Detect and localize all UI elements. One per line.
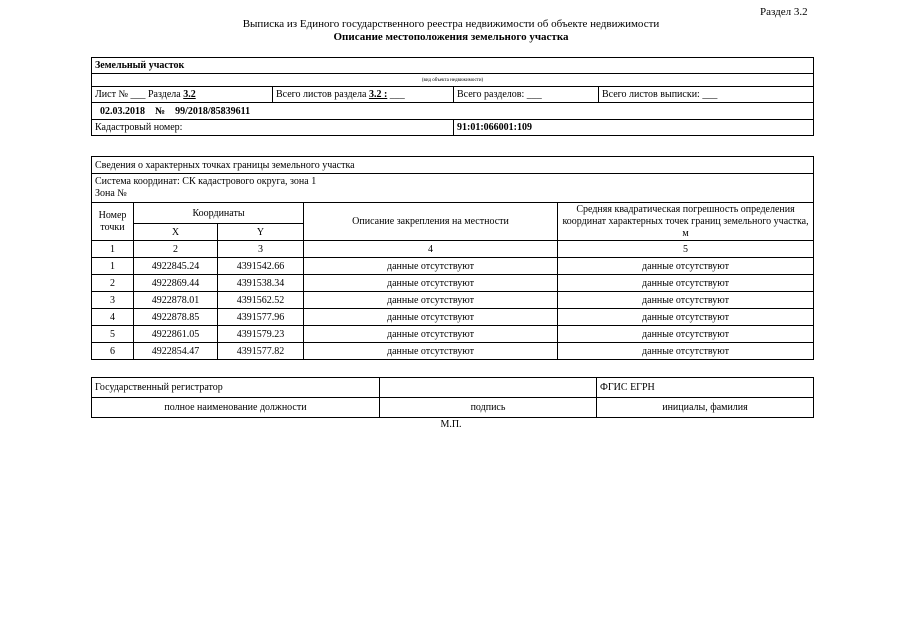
section-label: Раздел 3.2 bbox=[760, 6, 808, 18]
number-label: № bbox=[155, 105, 166, 117]
signature-table bbox=[91, 377, 814, 418]
col-point-number: Номер точки bbox=[92, 203, 134, 241]
coordinate-system-cell bbox=[92, 174, 814, 203]
zone-label: Зона № bbox=[95, 188, 127, 199]
col-coordinates: Координаты bbox=[134, 203, 304, 224]
point-x: 4922869.44 bbox=[134, 275, 218, 292]
total-sheets-cell bbox=[273, 87, 454, 103]
point-description: данные отсутствуют bbox=[304, 292, 558, 309]
document-title: Выписка из Единого государственного реестра недвижимости об объекте недвижимости bbox=[242, 18, 660, 30]
column-index-cell: 2 bbox=[134, 241, 218, 258]
points-body bbox=[92, 258, 814, 360]
cadastral-label: Кадастровый номер: bbox=[92, 120, 454, 136]
col-description: Описание закрепления на местности bbox=[304, 203, 558, 241]
sheet-prefix: Лист № ___ Раздела bbox=[95, 89, 181, 100]
point-error: данные отсутствуют bbox=[558, 309, 814, 326]
col-x: X bbox=[134, 224, 218, 241]
registrar-name: ФГИС ЕГРН bbox=[597, 378, 814, 398]
points-table-title: Сведения о характерных точках границы земельного участка bbox=[92, 157, 814, 174]
point-number: 4 bbox=[92, 309, 134, 326]
column-index-cell: 1 bbox=[92, 241, 134, 258]
signature-caption: подпись bbox=[380, 398, 597, 418]
table-row bbox=[92, 258, 814, 275]
point-description: данные отсутствуют bbox=[304, 258, 558, 275]
point-y: 4391579.23 bbox=[218, 326, 304, 343]
point-description: данные отсутствуют bbox=[304, 326, 558, 343]
table-row bbox=[92, 275, 814, 292]
column-index-cell: 5 bbox=[558, 241, 814, 258]
object-type-caption: (вид объекта недвижимости) bbox=[92, 74, 814, 87]
document-subtitle: Описание местоположения земельного участка bbox=[333, 31, 569, 43]
table-row bbox=[92, 309, 814, 326]
sheet-section: 3.2 bbox=[183, 89, 196, 100]
point-y: 4391562.52 bbox=[218, 292, 304, 309]
coordinate-system: Система координат: СК кадастрового округа, зона 1 bbox=[95, 176, 317, 187]
point-error: данные отсутствуют bbox=[558, 258, 814, 275]
sheet-number-cell bbox=[92, 87, 273, 103]
column-index-row bbox=[92, 241, 814, 258]
point-error: данные отсутствуют bbox=[558, 292, 814, 309]
point-error: данные отсутствуют bbox=[558, 343, 814, 360]
table-row bbox=[92, 292, 814, 309]
object-info-table bbox=[91, 57, 814, 136]
total-sheets-section: 3.2 : bbox=[368, 89, 388, 100]
point-x: 4922878.85 bbox=[134, 309, 218, 326]
cadastral-number: 91:01:066001:109 bbox=[454, 120, 814, 136]
total-extract-sheets: Всего листов выписки: ___ bbox=[599, 87, 814, 103]
point-x: 4922861.05 bbox=[134, 326, 218, 343]
point-description: данные отсутствуют bbox=[304, 309, 558, 326]
point-description: данные отсутствуют bbox=[304, 343, 558, 360]
point-x: 4922854.47 bbox=[134, 343, 218, 360]
date-number-cell bbox=[92, 103, 814, 120]
table-row bbox=[92, 326, 814, 343]
point-number: 1 bbox=[92, 258, 134, 275]
points-table bbox=[91, 156, 814, 360]
point-y: 4391577.96 bbox=[218, 309, 304, 326]
column-index-cell: 4 bbox=[304, 241, 558, 258]
point-x: 4922878.01 bbox=[134, 292, 218, 309]
total-sheets-prefix: Всего листов раздела bbox=[276, 89, 367, 100]
total-sections: Всего разделов: ___ bbox=[454, 87, 599, 103]
stamp-label: М.П. bbox=[440, 419, 462, 430]
col-error: Средняя квадратическая погрешность определения координат характерных точек границ земельного участка, м bbox=[558, 203, 814, 241]
point-number: 5 bbox=[92, 326, 134, 343]
point-y: 4391577.82 bbox=[218, 343, 304, 360]
name-caption: инициалы, фамилия bbox=[597, 398, 814, 418]
position-caption: полное наименование должности bbox=[92, 398, 380, 418]
registrar-position: Государственный регистратор bbox=[92, 378, 380, 398]
point-description: данные отсутствуют bbox=[304, 275, 558, 292]
point-y: 4391538.34 bbox=[218, 275, 304, 292]
extract-number: 99/2018/85839611 bbox=[175, 105, 251, 117]
total-sheets-suffix: ___ bbox=[389, 89, 405, 100]
point-number: 6 bbox=[92, 343, 134, 360]
point-number: 2 bbox=[92, 275, 134, 292]
signature-field bbox=[380, 378, 597, 398]
point-y: 4391542.66 bbox=[218, 258, 304, 275]
point-x: 4922845.24 bbox=[134, 258, 218, 275]
table-row bbox=[92, 343, 814, 360]
point-error: данные отсутствуют bbox=[558, 326, 814, 343]
col-y: Y bbox=[218, 224, 304, 241]
object-type: Земельный участок bbox=[92, 58, 814, 74]
extract-date: 02.03.2018 bbox=[100, 105, 145, 117]
column-index-cell: 3 bbox=[218, 241, 304, 258]
point-error: данные отсутствуют bbox=[558, 275, 814, 292]
point-number: 3 bbox=[92, 292, 134, 309]
